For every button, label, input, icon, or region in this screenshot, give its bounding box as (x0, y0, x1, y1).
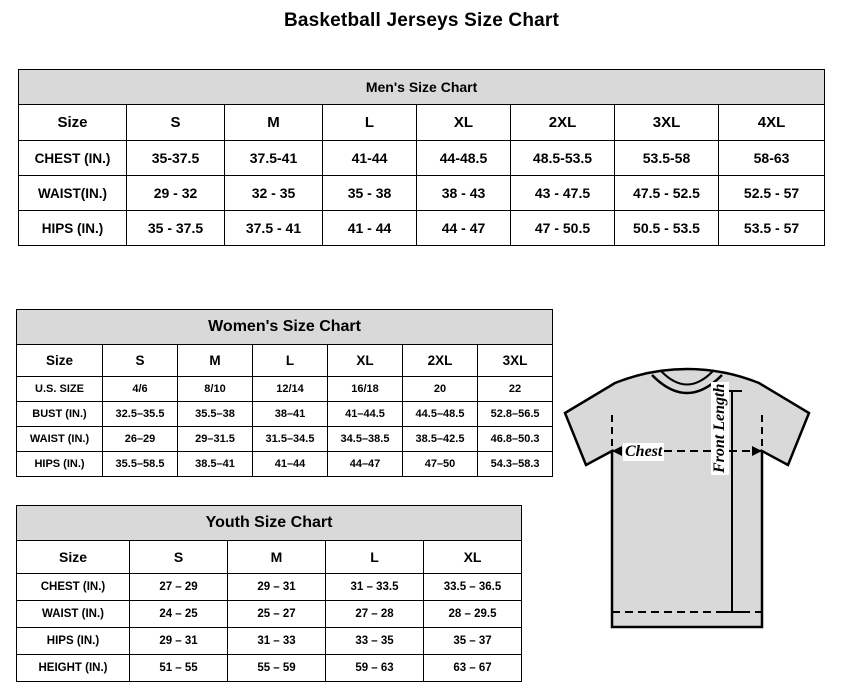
youth-cell: 63 – 67 (424, 655, 522, 682)
youth-cell: 27 – 28 (326, 601, 424, 628)
womens-cell: 34.5–38.5 (328, 427, 403, 452)
mens-cell: 37.5 - 41 (225, 211, 323, 246)
youth-row-label: CHEST (IN.) (17, 574, 130, 601)
youth-cell: 33.5 – 36.5 (424, 574, 522, 601)
youth-row-label: HEIGHT (IN.) (17, 655, 130, 682)
youth-column-header-row (17, 541, 522, 574)
womens-column-header-row (17, 345, 553, 377)
mens-cell: 38 - 43 (417, 176, 511, 211)
shirt-body-shape (565, 369, 809, 627)
youth-chart-heading: Youth Size Chart (17, 506, 522, 541)
womens-cell: 31.5–34.5 (253, 427, 328, 452)
youth-cell: 24 – 25 (130, 601, 228, 628)
womens-chart-heading-row (17, 310, 553, 345)
mens-cell: 47 - 50.5 (511, 211, 615, 246)
mens-cell: 53.5 - 57 (719, 211, 825, 246)
youth-cell: 33 – 35 (326, 628, 424, 655)
womens-cell: 32.5–35.5 (103, 402, 178, 427)
womens-col-l: L (253, 345, 328, 377)
page-title: Basketball Jerseys Size Chart (283, 10, 560, 31)
mens-col-2xl: 2XL (511, 105, 615, 141)
table-row (17, 655, 522, 682)
mens-row-label: WAIST(IN.) (19, 176, 127, 211)
mens-cell: 44-48.5 (417, 141, 511, 176)
womens-cell: 35.5–38 (178, 402, 253, 427)
mens-col-l: L (323, 105, 417, 141)
mens-cell: 41 - 44 (323, 211, 417, 246)
womens-cell: 22 (478, 377, 553, 402)
mens-row-label: CHEST (IN.) (19, 141, 127, 176)
table-row (17, 452, 553, 477)
mens-col-m: M (225, 105, 323, 141)
womens-cell: 29–31.5 (178, 427, 253, 452)
womens-cell: 26–29 (103, 427, 178, 452)
youth-cell: 59 – 63 (326, 655, 424, 682)
table-row (19, 141, 825, 176)
womens-row-label: U.S. SIZE (17, 377, 103, 402)
womens-cell: 47–50 (403, 452, 478, 477)
mens-col-3xl: 3XL (615, 105, 719, 141)
womens-cell: 4/6 (103, 377, 178, 402)
womens-col-3xl: 3XL (478, 345, 553, 377)
youth-row-label: WAIST (IN.) (17, 601, 130, 628)
youth-col-size: Size (17, 541, 130, 574)
womens-cell: 54.3–58.3 (478, 452, 553, 477)
womens-cell: 41–44.5 (328, 402, 403, 427)
youth-cell: 25 – 27 (228, 601, 326, 628)
womens-row-label: HIPS (IN.) (17, 452, 103, 477)
mens-cell: 50.5 - 53.5 (615, 211, 719, 246)
mens-cell: 29 - 32 (127, 176, 225, 211)
mens-cell: 53.5-58 (615, 141, 719, 176)
mens-cell: 43 - 47.5 (511, 176, 615, 211)
womens-chart-heading: Women's Size Chart (17, 310, 553, 345)
shirt-illustration-svg (540, 365, 835, 675)
table-row (17, 601, 522, 628)
womens-cell: 38.5–41 (178, 452, 253, 477)
table-row (17, 402, 553, 427)
womens-cell: 44.5–48.5 (403, 402, 478, 427)
mens-cell: 32 - 35 (225, 176, 323, 211)
youth-size-chart-table (16, 505, 522, 682)
front-length-dimension-label: Front Length (711, 383, 728, 473)
womens-col-s: S (103, 345, 178, 377)
womens-col-size: Size (17, 345, 103, 377)
table-row (19, 176, 825, 211)
womens-cell: 41–44 (253, 452, 328, 477)
mens-column-header-row (19, 105, 825, 141)
mens-cell: 35-37.5 (127, 141, 225, 176)
mens-chart-heading-row (19, 70, 825, 105)
mens-col-size: Size (19, 105, 127, 141)
mens-cell: 44 - 47 (417, 211, 511, 246)
youth-cell: 31 – 33 (228, 628, 326, 655)
table-row (17, 427, 553, 452)
womens-cell: 8/10 (178, 377, 253, 402)
youth-cell: 29 – 31 (228, 574, 326, 601)
youth-col-xl: XL (424, 541, 522, 574)
mens-cell: 37.5-41 (225, 141, 323, 176)
mens-cell: 47.5 - 52.5 (615, 176, 719, 211)
youth-cell: 29 – 31 (130, 628, 228, 655)
mens-cell: 41-44 (323, 141, 417, 176)
womens-size-chart-table (16, 309, 553, 477)
womens-cell: 16/18 (328, 377, 403, 402)
womens-cell: 38.5–42.5 (403, 427, 478, 452)
youth-chart-heading-row (17, 506, 522, 541)
youth-col-l: L (326, 541, 424, 574)
youth-cell: 31 – 33.5 (326, 574, 424, 601)
womens-cell: 35.5–58.5 (103, 452, 178, 477)
womens-row-label: BUST (IN.) (17, 402, 103, 427)
womens-cell: 20 (403, 377, 478, 402)
mens-size-chart-table (18, 69, 825, 246)
mens-col-s: S (127, 105, 225, 141)
youth-cell: 28 – 29.5 (424, 601, 522, 628)
youth-cell: 27 – 29 (130, 574, 228, 601)
womens-col-m: M (178, 345, 253, 377)
womens-cell: 44–47 (328, 452, 403, 477)
mens-cell: 58-63 (719, 141, 825, 176)
womens-cell: 38–41 (253, 402, 328, 427)
womens-col-2xl: 2XL (403, 345, 478, 377)
youth-cell: 55 – 59 (228, 655, 326, 682)
shirt-measurement-diagram (540, 365, 835, 675)
youth-cell: 51 – 55 (130, 655, 228, 682)
youth-col-m: M (228, 541, 326, 574)
youth-cell: 35 – 37 (424, 628, 522, 655)
mens-col-xl: XL (417, 105, 511, 141)
mens-cell: 48.5-53.5 (511, 141, 615, 176)
table-row (17, 377, 553, 402)
youth-col-s: S (130, 541, 228, 574)
table-row (19, 211, 825, 246)
womens-cell: 12/14 (253, 377, 328, 402)
youth-row-label: HIPS (IN.) (17, 628, 130, 655)
mens-cell: 35 - 38 (323, 176, 417, 211)
womens-col-xl: XL (328, 345, 403, 377)
womens-cell: 52.8–56.5 (478, 402, 553, 427)
womens-row-label: WAIST (IN.) (17, 427, 103, 452)
mens-col-4xl: 4XL (719, 105, 825, 141)
table-row (17, 574, 522, 601)
mens-cell: 35 - 37.5 (127, 211, 225, 246)
mens-cell: 52.5 - 57 (719, 176, 825, 211)
mens-row-label: HIPS (IN.) (19, 211, 127, 246)
mens-chart-heading: Men's Size Chart (19, 70, 825, 105)
womens-cell: 46.8–50.3 (478, 427, 553, 452)
chest-dimension-label: Chest (625, 443, 663, 460)
table-row (17, 628, 522, 655)
